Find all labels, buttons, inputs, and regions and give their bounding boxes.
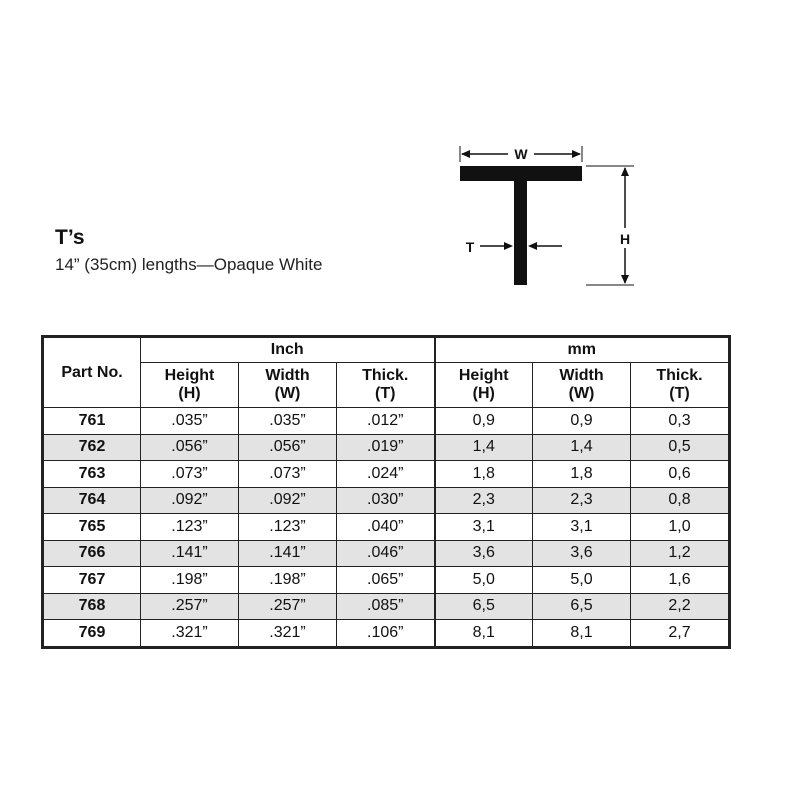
page-subtitle: 14” (35cm) lengths—Opaque White bbox=[55, 255, 323, 274]
inch-height-cell: .073” bbox=[141, 461, 239, 488]
part-number-cell: 767 bbox=[44, 567, 141, 594]
inch-height-cell: .123” bbox=[141, 514, 239, 541]
mm-width-cell: 3,1 bbox=[533, 514, 631, 541]
inch-height-cell: .321” bbox=[141, 620, 239, 647]
part-number-cell: 766 bbox=[44, 540, 141, 567]
mm-thick-cell: 0,8 bbox=[631, 487, 729, 514]
width-arrowhead-right bbox=[572, 150, 581, 158]
mm-thick-cell: 0,3 bbox=[631, 408, 729, 435]
mm-width-cell: 1,8 bbox=[533, 461, 631, 488]
part-number-cell: 769 bbox=[44, 620, 141, 647]
mm-height-cell: 0,9 bbox=[435, 408, 533, 435]
inch-thick-cell: .040” bbox=[337, 514, 435, 541]
t-profile-diagram bbox=[450, 138, 650, 298]
height-arrowhead-bottom bbox=[621, 275, 629, 284]
column-header bbox=[631, 363, 729, 408]
table-row bbox=[44, 408, 729, 435]
mm-thick-cell: 1,6 bbox=[631, 567, 729, 594]
column-header bbox=[533, 363, 631, 408]
column-header-name: Thick. bbox=[656, 367, 703, 384]
table-row bbox=[44, 593, 729, 620]
column-header-abbr: (T) bbox=[669, 385, 690, 402]
mm-height-cell: 1,8 bbox=[435, 461, 533, 488]
inch-height-cell: .056” bbox=[141, 434, 239, 461]
inch-width-cell: .035” bbox=[239, 408, 337, 435]
inch-thick-cell: .085” bbox=[337, 593, 435, 620]
inch-width-cell: .321” bbox=[239, 620, 337, 647]
mm-height-cell: 6,5 bbox=[435, 593, 533, 620]
part-number-cell: 768 bbox=[44, 593, 141, 620]
width-label: W bbox=[514, 146, 528, 162]
column-header-name: Height bbox=[458, 367, 509, 384]
mm-thick-cell: 0,6 bbox=[631, 461, 729, 488]
table-group-header-row bbox=[44, 338, 729, 363]
inch-group-header: Inch bbox=[141, 338, 435, 363]
mm-width-cell: 2,3 bbox=[533, 487, 631, 514]
table-row bbox=[44, 567, 729, 594]
mm-thick-cell: 2,7 bbox=[631, 620, 729, 647]
inch-width-cell: .092” bbox=[239, 487, 337, 514]
mm-height-cell: 5,0 bbox=[435, 567, 533, 594]
table-row bbox=[44, 434, 729, 461]
width-arrowhead-left bbox=[461, 150, 470, 158]
column-header-abbr: (T) bbox=[375, 385, 396, 402]
part-number-cell: 764 bbox=[44, 487, 141, 514]
column-header-abbr: (W) bbox=[274, 385, 301, 402]
thickness-arrowhead-right bbox=[528, 242, 537, 250]
inch-height-cell: .257” bbox=[141, 593, 239, 620]
table-row bbox=[44, 461, 729, 488]
inch-thick-cell: .024” bbox=[337, 461, 435, 488]
mm-group-header: mm bbox=[435, 338, 729, 363]
mm-thick-cell: 1,0 bbox=[631, 514, 729, 541]
column-header-abbr: (H) bbox=[472, 385, 495, 402]
inch-thick-cell: .019” bbox=[337, 434, 435, 461]
inch-thick-cell: .046” bbox=[337, 540, 435, 567]
mm-height-cell: 2,3 bbox=[435, 487, 533, 514]
inch-thick-cell: .065” bbox=[337, 567, 435, 594]
mm-height-cell: 3,1 bbox=[435, 514, 533, 541]
inch-thick-cell: .106” bbox=[337, 620, 435, 647]
column-header-name: Width bbox=[559, 367, 604, 384]
mm-height-cell: 8,1 bbox=[435, 620, 533, 647]
inch-height-cell: .092” bbox=[141, 487, 239, 514]
inch-height-cell: .035” bbox=[141, 408, 239, 435]
inch-height-cell: .198” bbox=[141, 567, 239, 594]
mm-thick-cell: 1,2 bbox=[631, 540, 729, 567]
inch-width-cell: .257” bbox=[239, 593, 337, 620]
part-number-cell: 763 bbox=[44, 461, 141, 488]
column-header-name: Width bbox=[265, 367, 310, 384]
part-number-cell: 762 bbox=[44, 434, 141, 461]
column-header bbox=[435, 363, 533, 408]
mm-width-cell: 8,1 bbox=[533, 620, 631, 647]
part-no-header: Part No. bbox=[44, 338, 141, 408]
table-row bbox=[44, 540, 729, 567]
thickness-label: T bbox=[465, 239, 475, 255]
column-header-abbr: (H) bbox=[178, 385, 201, 402]
mm-width-cell: 6,5 bbox=[533, 593, 631, 620]
column-header bbox=[239, 363, 337, 408]
table-body bbox=[44, 408, 729, 647]
t-profile-stem bbox=[514, 181, 527, 285]
column-header bbox=[337, 363, 435, 408]
part-number-cell: 761 bbox=[44, 408, 141, 435]
mm-height-cell: 3,6 bbox=[435, 540, 533, 567]
inch-width-cell: .073” bbox=[239, 461, 337, 488]
mm-thick-cell: 2,2 bbox=[631, 593, 729, 620]
inch-width-cell: .198” bbox=[239, 567, 337, 594]
table-row bbox=[44, 620, 729, 647]
t-profile-spec-table bbox=[43, 337, 729, 647]
inch-width-cell: .141” bbox=[239, 540, 337, 567]
table-column-header-row bbox=[44, 363, 729, 408]
part-number-cell: 765 bbox=[44, 514, 141, 541]
column-header bbox=[141, 363, 239, 408]
mm-width-cell: 5,0 bbox=[533, 567, 631, 594]
thickness-arrowhead-left bbox=[504, 242, 513, 250]
t-profile-shape bbox=[460, 166, 582, 181]
inch-width-cell: .123” bbox=[239, 514, 337, 541]
column-header-abbr: (W) bbox=[568, 385, 595, 402]
mm-width-cell: 3,6 bbox=[533, 540, 631, 567]
column-header-name: Thick. bbox=[362, 367, 409, 384]
column-header-name: Height bbox=[164, 367, 215, 384]
inch-thick-cell: .012” bbox=[337, 408, 435, 435]
height-arrowhead-top bbox=[621, 167, 629, 176]
mm-height-cell: 1,4 bbox=[435, 434, 533, 461]
inch-thick-cell: .030” bbox=[337, 487, 435, 514]
inch-height-cell: .141” bbox=[141, 540, 239, 567]
table-row bbox=[44, 487, 729, 514]
mm-width-cell: 0,9 bbox=[533, 408, 631, 435]
table-row bbox=[44, 514, 729, 541]
height-label: H bbox=[619, 231, 631, 247]
inch-width-cell: .056” bbox=[239, 434, 337, 461]
page-title: T’s bbox=[55, 226, 85, 249]
mm-width-cell: 1,4 bbox=[533, 434, 631, 461]
mm-thick-cell: 0,5 bbox=[631, 434, 729, 461]
